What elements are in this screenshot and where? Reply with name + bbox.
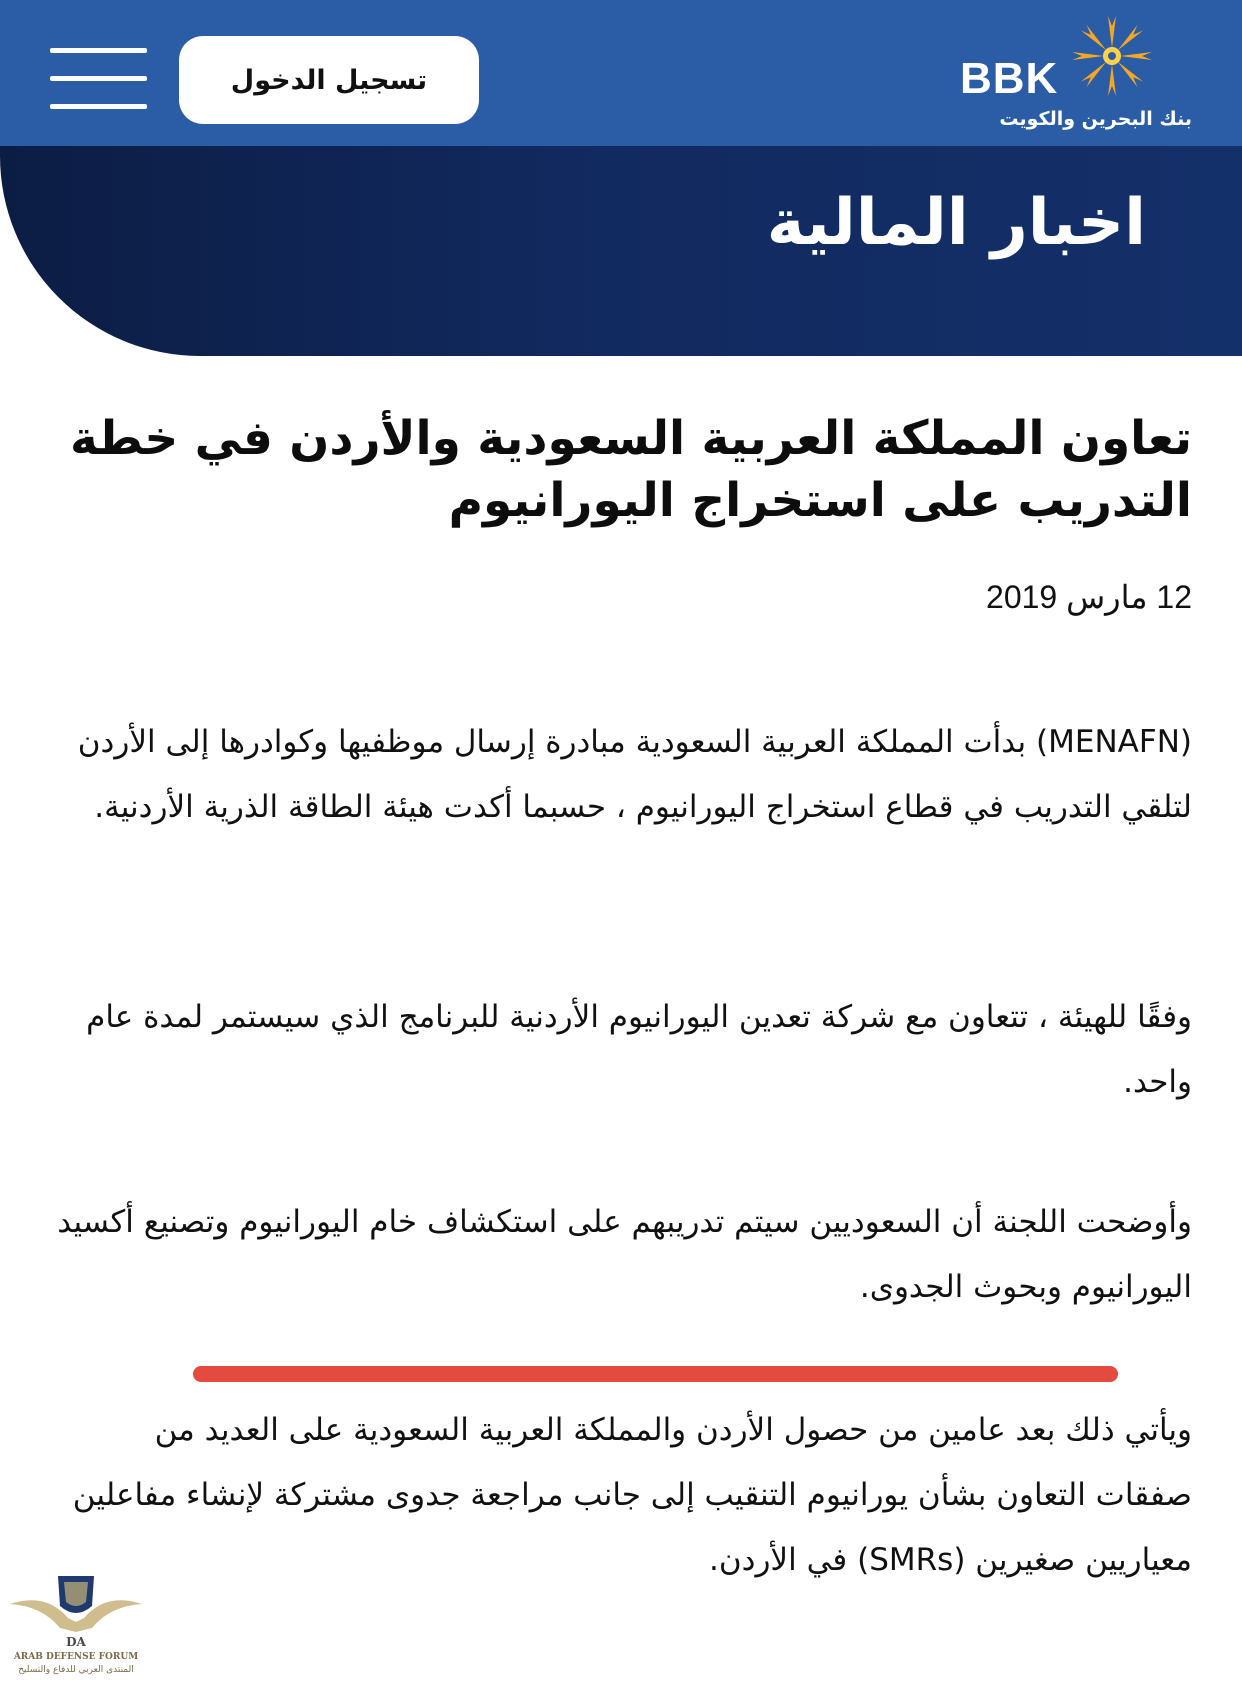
- section-title: اخبار المالية: [766, 186, 1146, 260]
- login-button[interactable]: تسجيل الدخول: [179, 36, 479, 124]
- bbk-logo[interactable]: [932, 10, 1192, 136]
- article-paragraph-4: ويأتي ذلك بعد عامين من حصول الأردن والمملكة العربية السعودية على العديد من صفقات التعاون بشأن يورانيوم التنقيب إلى جانب مراجعة جدوى مشتركة لإنشاء مفاعلين معياريين صغيرين (SMRs) في الأردن.: [72, 1412, 1192, 1578]
- logo-text: BBK: [960, 54, 1059, 103]
- eagle-shield-icon: [6, 1572, 146, 1652]
- watermark-emblem: DA: [66, 1635, 86, 1649]
- article-paragraph-1: (MENAFN) بدأت المملكة العربية السعودية مبادرة إرسال موظفيها وكوادرها إلى الأردن لتلقي التدريب في قطاع استخراج اليورانيوم ، حسبما أكدت هيئة الطاقة الذرية الأردنية.: [77, 724, 1192, 825]
- forum-watermark: [6, 1572, 146, 1677]
- article-paragraph-3: وأوضحت اللجنة أن السعوديين سيتم تدريبهم على استكشاف خام اليورانيوم وتصنيع أكسيد اليورانيوم وبحوث الجدوى.: [57, 1204, 1192, 1305]
- article-date: 12 مارس 2019: [986, 579, 1192, 615]
- top-bar: [0, 0, 1242, 146]
- watermark-arabic: المنتدى العربي للدفاع والتسليح: [18, 1665, 134, 1675]
- section-banner: [0, 146, 1242, 356]
- sun-star-logo-icon: [1050, 10, 1160, 104]
- logo-subtitle: بنك البحرين والكويت: [999, 108, 1192, 130]
- hamburger-menu-icon[interactable]: [50, 48, 147, 110]
- watermark-english: ARAB DEFENSE FORUM: [13, 1652, 139, 1662]
- article-paragraph-2: وفقًا للهيئة ، تتعاون مع شركة تعدين اليورانيوم الأردنية للبرنامج الذي سيستمر لمدة عام واحد.: [86, 999, 1192, 1100]
- red-divider: [193, 1366, 1118, 1382]
- article-headline: تعاون المملكة العربية السعودية والأردن في خطة التدريب على استخراج اليورانيوم: [70, 411, 1192, 528]
